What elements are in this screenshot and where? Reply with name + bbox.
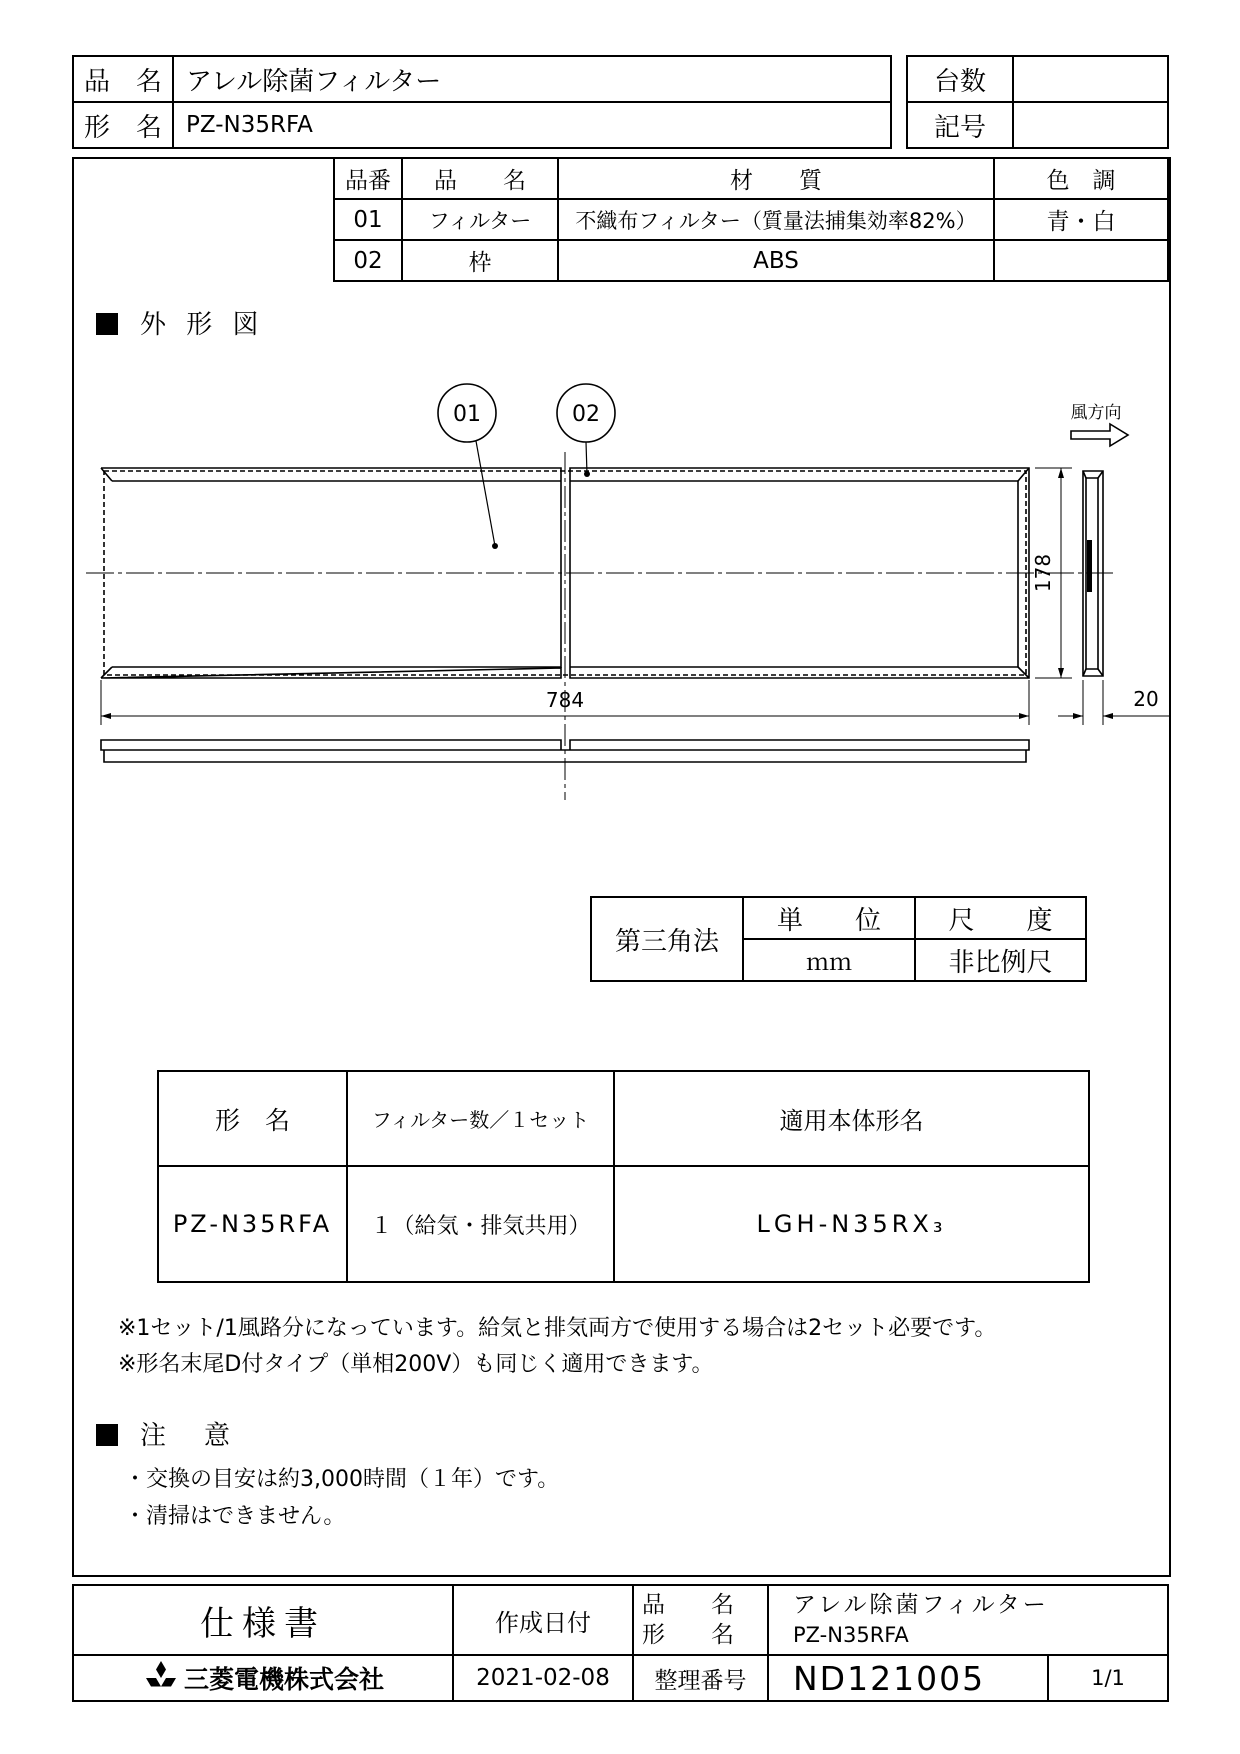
part-color: 青・白 — [994, 199, 1168, 240]
outline-drawing — [0, 0, 1240, 820]
parts-header-no: 品番 — [334, 158, 402, 199]
model-table-body: LGH-N35RX₃ — [614, 1166, 1089, 1282]
name-label: 品 名 — [642, 1592, 734, 1618]
quantity-label: 台数 — [907, 56, 1013, 102]
model-table — [157, 1070, 1090, 1283]
model-table-header-model: 形 名 — [158, 1071, 347, 1166]
dim-width-label: 784 — [545, 688, 585, 712]
model-table-count: １（給気・排気共用） — [347, 1166, 614, 1282]
title-block — [72, 1584, 1169, 1702]
date-label: 作成日付 — [453, 1585, 633, 1655]
name-model-values — [768, 1585, 1168, 1655]
callout-01-label: 01 — [453, 402, 481, 427]
parts-header-name: 品 名 — [402, 158, 558, 199]
model-label: 形 名 — [73, 102, 173, 148]
ref-label: 整理番号 — [633, 1655, 768, 1701]
dim-depth-label: 20 — [1133, 687, 1159, 711]
model-table-model: PZ-N35RFA — [158, 1166, 347, 1282]
caution-title-text: 注 意 — [140, 1421, 237, 1451]
drawing-title-text: 外 形 図 — [140, 310, 265, 340]
company-cell — [73, 1655, 453, 1701]
square-bullet-icon — [96, 1424, 118, 1446]
model-label: 形 名 — [642, 1622, 734, 1648]
product-name-value: アレル除菌フィルター — [173, 56, 891, 102]
projection-method: 第三角法 — [591, 897, 743, 981]
doc-type: 仕様書 — [73, 1585, 453, 1655]
unit-value: ｍｍ — [743, 939, 915, 981]
caution-item: ・清掃はできません。 — [124, 1504, 346, 1529]
parts-header-color: 色 調 — [994, 158, 1168, 199]
part-no: 02 — [334, 240, 402, 281]
caution-section-title — [96, 1415, 236, 1452]
airflow-arrow-icon — [1071, 424, 1128, 446]
date-value: 2021-02-08 — [453, 1655, 633, 1701]
product-name-label: 品 名 — [73, 56, 173, 102]
model-table-header-body: 適用本体形名 — [614, 1071, 1089, 1166]
page-number: 1/1 — [1048, 1655, 1168, 1701]
parts-header-material: 材 質 — [558, 158, 994, 199]
dim-height-label: 178 — [1031, 553, 1055, 593]
airflow-label: 風方向 — [1070, 403, 1122, 423]
model-table-header-count: フィルター数／１セット — [347, 1071, 614, 1166]
caution-item: ・交換の目安は約3,000時間（１年）です。 — [124, 1467, 560, 1492]
title-block-model: PZ-N35RFA — [793, 1623, 909, 1647]
part-material: 不織布フィルター（質量法捕集効率82%） — [558, 199, 994, 240]
name-model-labels — [633, 1585, 768, 1655]
projection-table — [590, 896, 1087, 982]
symbol-label: 記号 — [907, 102, 1013, 148]
part-name: 枠 — [402, 240, 558, 281]
model-value: PZ-N35RFA — [173, 102, 891, 148]
mitsubishi-logo-icon — [142, 1660, 180, 1694]
ref-number: ND121005 — [768, 1655, 1048, 1701]
part-name: フィルター — [402, 199, 558, 240]
footnote: ※形名末尾D付タイプ（単相200V）も同じく適用できます。 — [118, 1352, 714, 1377]
company-name: 三菱電機株式会社 — [183, 1665, 384, 1694]
scale-value: 非比例尺 — [915, 939, 1086, 981]
title-block-name: アレル除菌フィルター — [793, 1592, 1049, 1618]
callout-02-label: 02 — [572, 402, 600, 427]
unit-label: 単 位 — [743, 897, 915, 939]
scale-label: 尺 度 — [915, 897, 1086, 939]
footnote: ※1セット/1風路分になっています。給気と排気両方で使用する場合は2セット必要です。 — [118, 1316, 997, 1341]
part-no: 01 — [334, 199, 402, 240]
part-material: ABS — [558, 240, 994, 281]
